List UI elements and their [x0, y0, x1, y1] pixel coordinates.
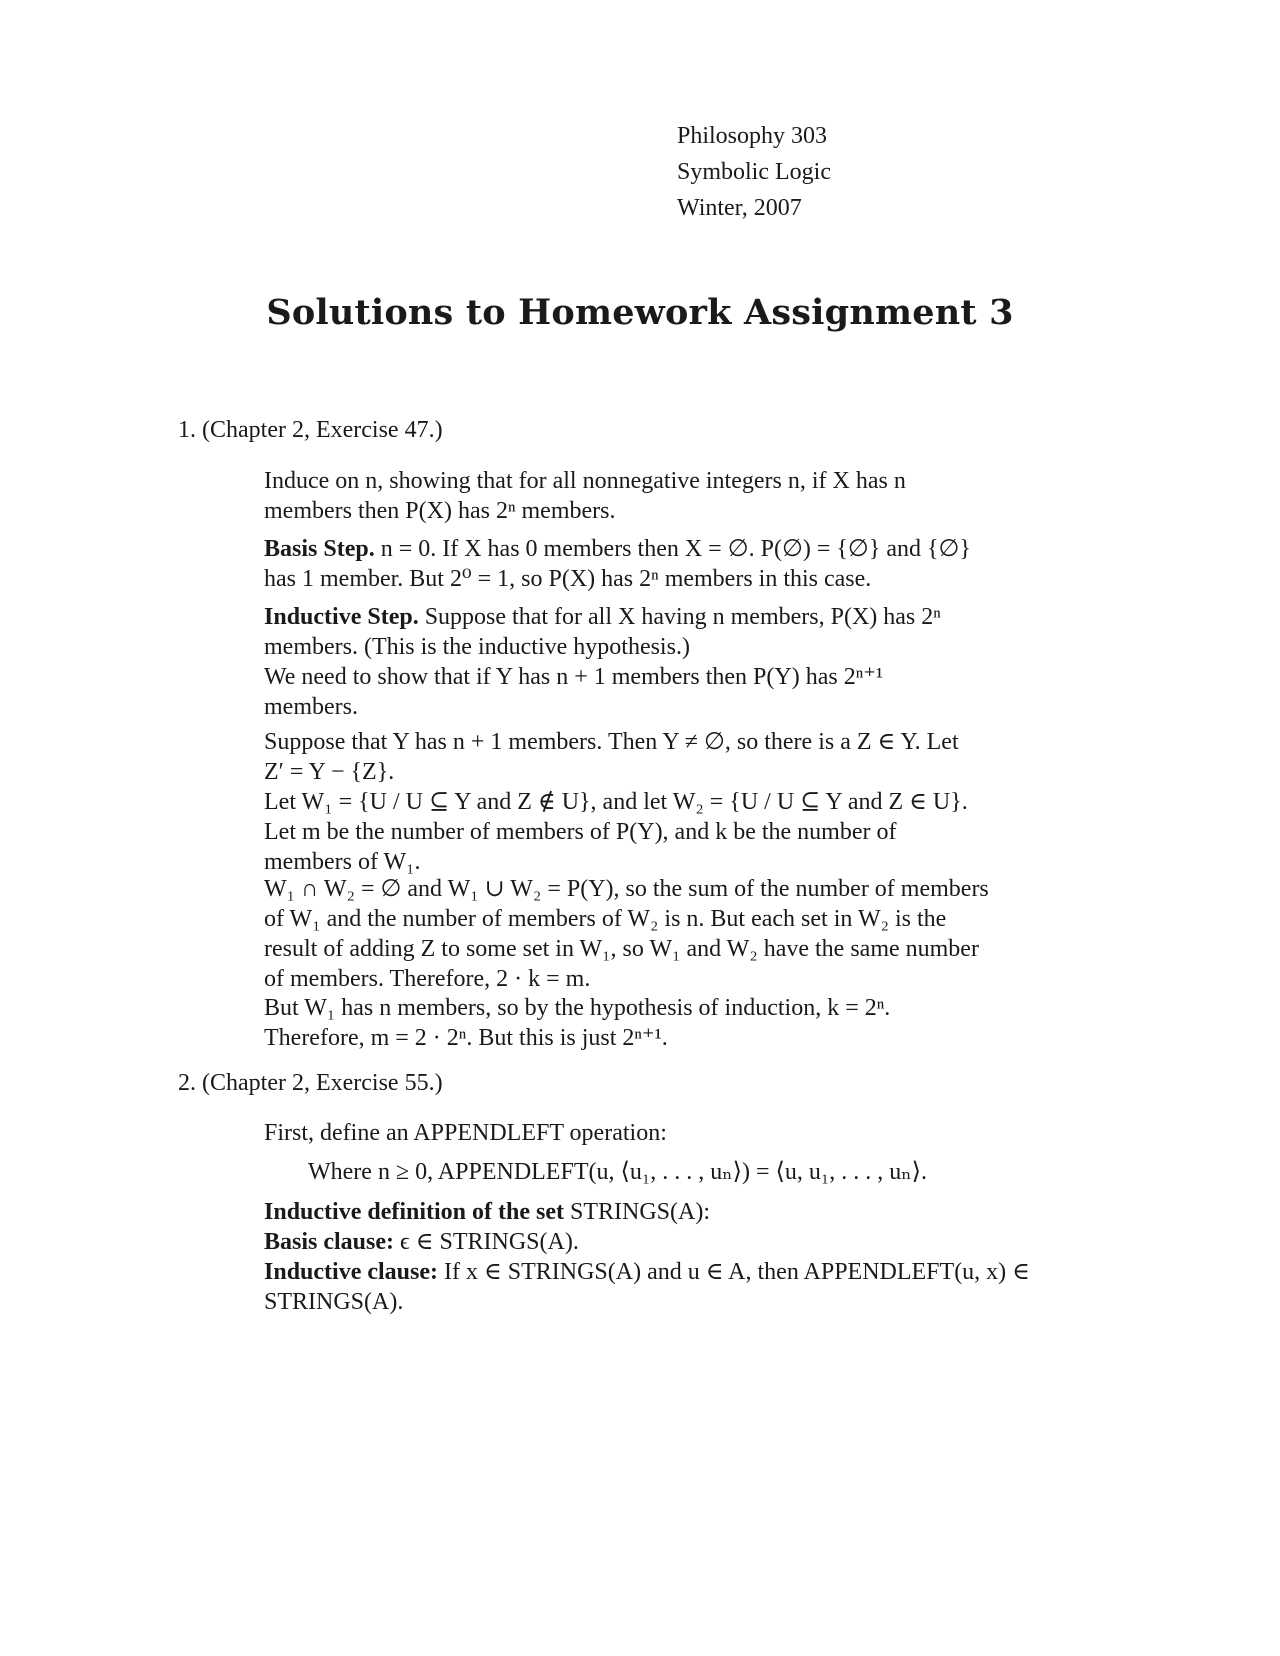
problem-2-heading: 2. (Chapter 2, Exercise 55.) — [178, 1070, 443, 1096]
text-line — [264, 534, 1104, 564]
basis-clause-label: Basis clause: — [264, 1229, 395, 1255]
inductive-step-label: Inductive Step. — [264, 604, 419, 630]
text-line: But W₁ has n members, so by the hypothesis of induction, k = 2ⁿ. — [264, 995, 891, 1021]
text-line — [264, 1197, 1104, 1227]
text-line: of W₁ and the number of members of W₂ is n. But each set in W₂ is the — [264, 906, 947, 932]
text-line: Therefore, m = 2 · 2ⁿ. But this is just 2ⁿ⁺¹. — [264, 1025, 668, 1051]
problem-2-intro — [264, 1118, 1104, 1148]
text-line: We need to show that if Y has n + 1 members then P(Y) has 2ⁿ⁺¹ — [264, 664, 884, 690]
proof-paragraph-2 — [264, 874, 1104, 994]
text-line: members. — [264, 694, 358, 720]
text-line — [264, 1257, 1104, 1287]
text-line: Let m be the number of members of P(Y), and k be the number of — [264, 819, 897, 845]
proof-paragraph-1 — [264, 727, 1104, 877]
text-line: Z′ = Y − {Z}. — [264, 759, 395, 785]
inductive-clause-label: Inductive clause: — [264, 1259, 438, 1285]
text-line: First, define an APPENDLEFT operation: — [264, 1120, 667, 1146]
text-line: of members. Therefore, 2 · k = m. — [264, 966, 591, 992]
text-line: members then P(X) has 2ⁿ members. — [264, 498, 616, 524]
course-name: Philosophy 303 — [677, 123, 828, 149]
text-line: Let W₁ = {U / U ⊆ Y and Z ∉ U}, and let W₂ = {U / U ⊆ Y and Z ∈ U}. — [264, 789, 968, 815]
course-header — [677, 118, 831, 226]
proof-paragraph-3 — [264, 993, 1104, 1053]
inductive-step-text: Suppose that for all X having n members, P(X) has 2ⁿ — [424, 604, 941, 630]
inductive-clause-text: If x ∈ STRINGS(A) and u ∈ A, then APPENDLEFT(u, x) ∈ — [438, 1259, 1030, 1285]
text-line: has 1 member. But 2⁰ = 1, so P(X) has 2ⁿ members in this case. — [264, 566, 872, 592]
basis-step-label: Basis Step. — [264, 536, 375, 562]
basis-step-text: n = 0. If X has 0 members then X = ∅. P(∅) = {∅} and {∅} — [380, 536, 971, 562]
text-line: W₁ ∩ W₂ = ∅ and W₁ ∪ W₂ = P(Y), so the sum of the number of members — [264, 876, 989, 902]
text-line: members of W₁. — [264, 849, 421, 875]
text-line: Induce on n, showing that for all nonnegative integers n, if X has n — [264, 468, 906, 494]
inductive-step — [264, 602, 1104, 722]
problem-1-heading: 1. (Chapter 2, Exercise 47.) — [178, 417, 443, 443]
text-line — [264, 602, 1104, 632]
problem-1-intro — [264, 466, 1104, 526]
text-line — [264, 1227, 1104, 1257]
strings-definition — [264, 1197, 1104, 1317]
course-subject: Symbolic Logic — [677, 159, 831, 185]
basis-step — [264, 534, 1104, 594]
appendleft-definition — [308, 1157, 1148, 1187]
course-term: Winter, 2007 — [677, 195, 802, 221]
page-title: Solutions to Homework Assignment 3 — [266, 292, 1014, 333]
text-line: members. (This is the inductive hypothesis.) — [264, 634, 690, 660]
definition-label: Inductive definition of the set — [264, 1199, 564, 1225]
text-line: Where n ≥ 0, APPENDLEFT(u, ⟨u₁, . . . , uₙ⟩) = ⟨u, u₁, . . . , uₙ⟩. — [308, 1159, 927, 1185]
definition-tail: STRINGS(A): — [564, 1199, 711, 1225]
text-line: STRINGS(A). — [264, 1289, 404, 1315]
basis-clause-text: ϵ ∈ STRINGS(A). — [394, 1229, 579, 1255]
text-line: result of adding Z to some set in W₁, so W₁ and W₂ have the same number — [264, 936, 979, 962]
text-line: Suppose that Y has n + 1 members. Then Y ≠ ∅, so there is a Z ∈ Y. Let — [264, 729, 959, 755]
